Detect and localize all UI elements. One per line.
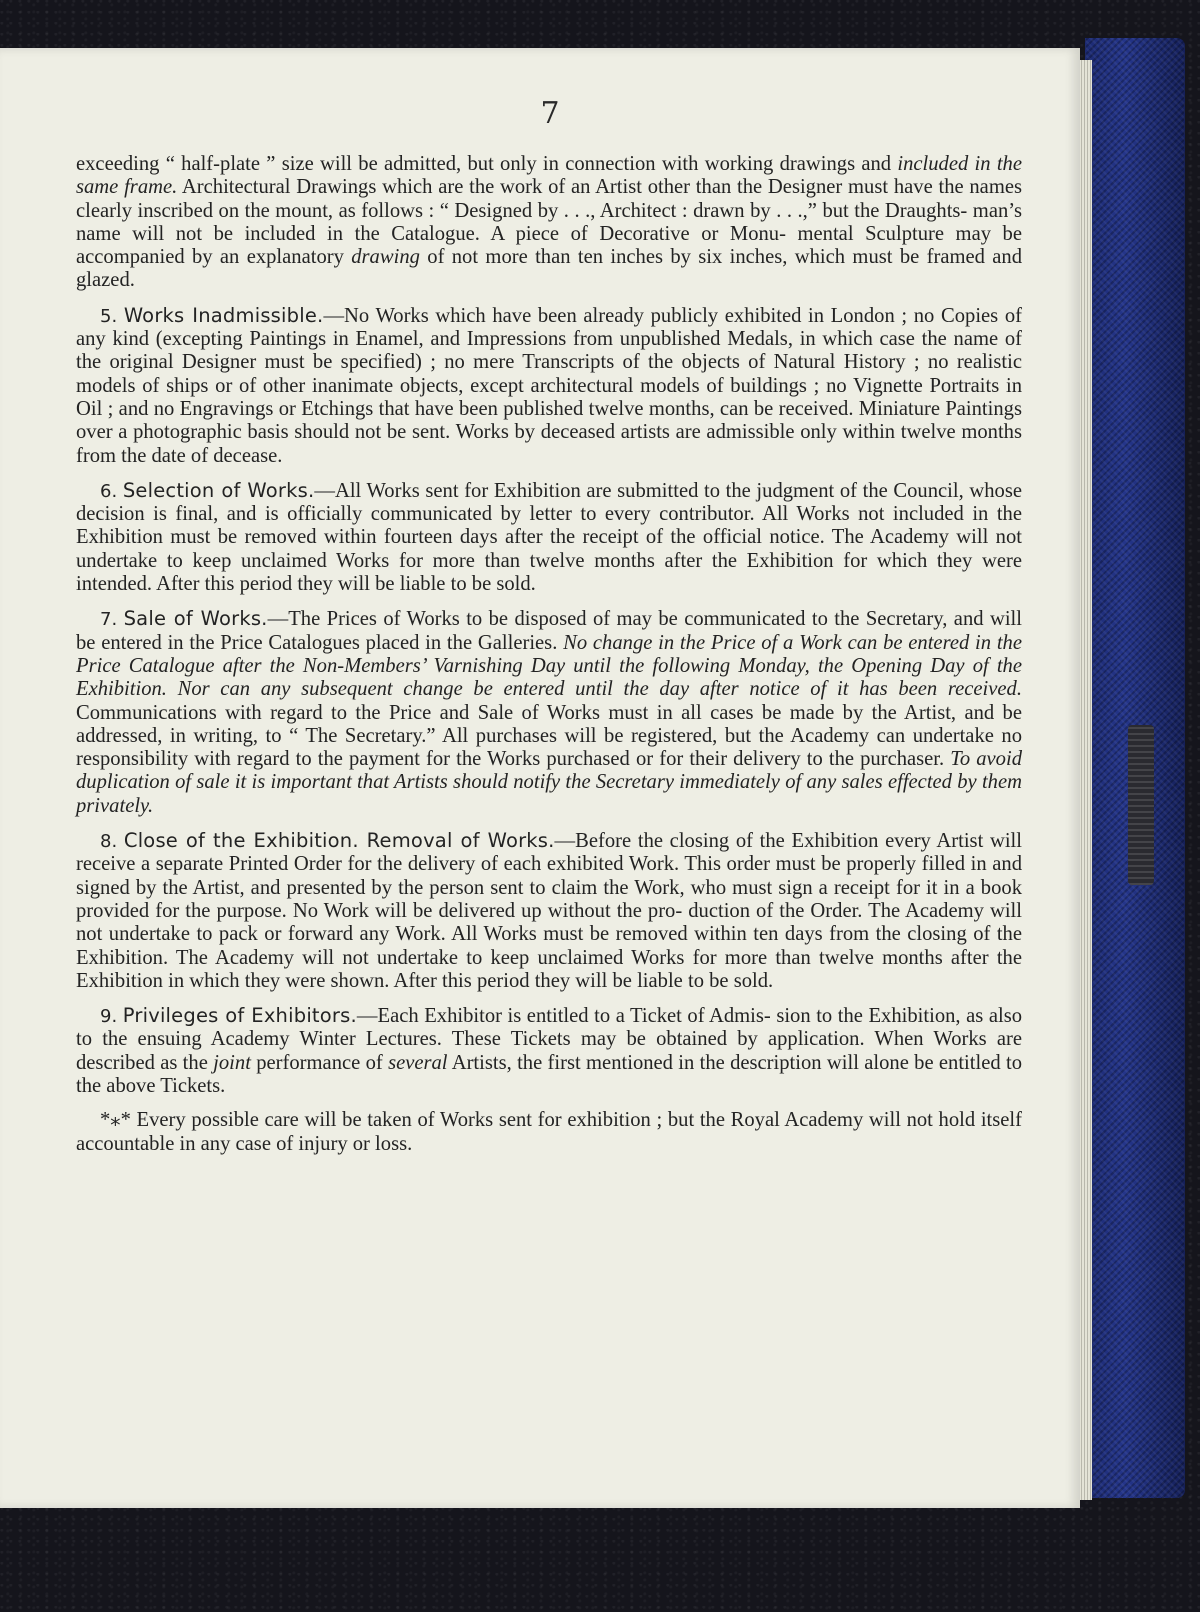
section-heading: Selection of Works. [122, 478, 315, 502]
section-number: 8. [100, 831, 118, 853]
section-text: —No Works which have been already publicly exhibited in London ; no Copies of any kind (excepting Paintings in Enamel, and Impressions from unpublished Medals, in which case the name of the original Designer must be specified) ; no mere Transcripts of the objects of Natural History ; no realistic models of ships or of other inanimate objects, except architectural models of buildings ; no Vignette Portraits in Oil ; and no Engravings or Etchings that have been published twelve months, can be received. Miniature Paintings over a photographic basis should not be sent. Works by deceased artists are admissible only within twelve months from the date of decease. [76, 304, 1022, 467]
section-number: 9. [100, 1006, 118, 1028]
section-text: performance of [250, 1051, 389, 1074]
italic-run: No change in the Price of a Work can be entered in the Price Catalogue after the Non-Members’ Varnishing Day until the following Monday, the Opening Day of the Exhibition. Nor can any subsequent change be entered until the day after notice of it has been received. [76, 631, 1022, 701]
italic-run: joint [213, 1051, 251, 1074]
section-9 [76, 1004, 1022, 1098]
section-text: —The Prices of Works to be disposed of may be communicated to the Secretary, and will be entered in the Price Catalogues placed in the Galleries. [76, 608, 1022, 654]
continuation-paragraph [76, 153, 1022, 293]
cover-ribbon [1128, 725, 1154, 885]
section-8 [76, 829, 1022, 993]
section-text: Artists, the first mentioned in the description will alone be entitled to the above Tickets. [76, 1051, 1022, 1097]
text-run: of not more than ten inches by six inches, which must be framed and glazed. [76, 246, 1022, 292]
footnote-text: Every possible care will be taken of Works sent for exhibition ; but the Royal Academy will not hold itself accountable in any case of injury or loss. [76, 1109, 1022, 1155]
asterism-mark: *⁎* [100, 1109, 131, 1132]
text-run: Architectural Drawings which are the work of an Artist other than the Designer must have the names clearly inscribed on the mount, as follows : “ Designed by . . ., Architect : drawn by . . .,” but the Draughts- man’s name will not be included in the Catalogue. A piece of Decorative or Monu- mental Sculpture may be accompanied by an explanatory [76, 176, 1022, 269]
section-5 [76, 304, 1022, 468]
section-text: Communications with regard to the Price and Sale of Works must in all cases be made by the Artist, and be addressed, in writing, to “ The Secretary.” All purchases will be registered, but the Academy can undertake no responsibility with regard to the payment for the Works purchased or for their delivery to the purchaser. [76, 701, 1022, 771]
italic-run: included in the same frame. [76, 153, 1022, 199]
section-6 [76, 479, 1022, 596]
italic-run: several [388, 1051, 448, 1074]
section-heading: Sale of Works. [123, 607, 268, 631]
page-text [76, 153, 1022, 1167]
italic-run: To avoid duplication of sale it is important that Artists should notify the Secretary immediately of any sales effected by them privately. [76, 748, 1022, 817]
text-run: exceeding “ half-plate ” size will be admitted, but only in connection with working drawings and [76, 153, 898, 175]
section-heading: Works Inadmissible. [123, 303, 324, 327]
page-number: 7 [540, 96, 560, 131]
section-number: 5. [100, 305, 118, 327]
section-number: 7. [100, 609, 118, 631]
section-text: —Before the closing of the Exhibition every Artist will receive a separate Printed Order for the delivery of each exhibited Work. This order must be properly filled in and signed by the Artist, and presented by the person sent to claim the Work, who must sign a receipt for it in a book provided for the purpose. No Work will be delivered up without the pro- duction of the Order. The Academy will not undertake to pack or forward any Work. All Works must be removed within ten days from the closing of the Exhibition. The Academy will not undertake to keep unclaimed Works for more than twelve months after the Exhibition in which they were shown. After this period they will be liable to be sold. [76, 830, 1023, 992]
italic-run: drawing [351, 246, 420, 269]
section-text: —Each Exhibitor is entitled to a Ticket of Admis- sion to the Exhibition, as also to the ensuing Academy Winter Lectures. These Tickets may be obtained by application. When Works are described as the [76, 1005, 1023, 1074]
footnote [76, 1109, 1022, 1156]
section-heading: Close of the Exhibition. Removal of Works. [123, 829, 555, 853]
section-heading: Privileges of Exhibitors. [122, 1004, 357, 1028]
section-number: 6. [100, 480, 118, 502]
section-7 [76, 607, 1022, 818]
section-text: —All Works sent for Exhibition are submitted to the judgment of the Council, whose decision is final, and is officially communicated by letter to every contributor. All Works not included in the Exhibition must be removed within fourteen days after the receipt of the official notice. The Academy will not undertake to keep unclaimed Works for more than twelve months after the Exhibition for which they were intended. After this period they will be liable to be sold. [76, 479, 1023, 596]
